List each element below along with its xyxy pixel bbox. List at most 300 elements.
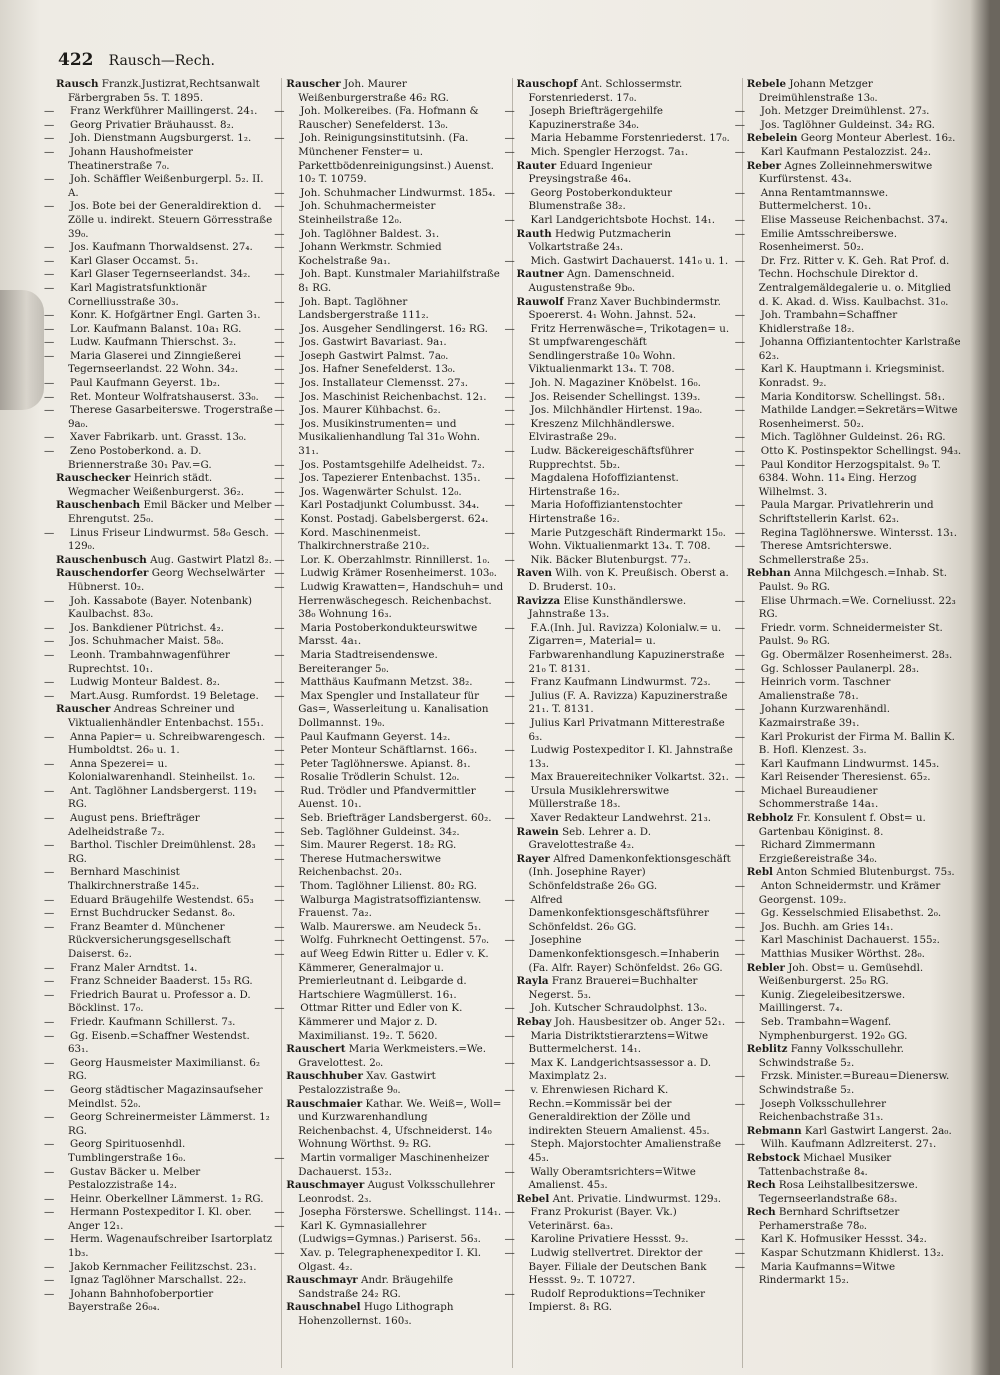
continuation-dash: — xyxy=(274,377,285,390)
directory-entry xyxy=(734,934,964,948)
continuation-dash: — xyxy=(734,920,746,933)
directory-entry xyxy=(44,268,273,282)
entry-text: Georg städtischer Magazinsaufseher Meindlst. 52₀. xyxy=(68,1083,263,1110)
directory-entry xyxy=(734,730,964,758)
entry-text: Wilh. Kaufmann Adlzreiterst. 27₁. xyxy=(760,1138,937,1151)
entry-text: Wilh. von K. Preußisch. Oberst a. D. Bruderst. 10₃. xyxy=(528,567,729,593)
directory-entry xyxy=(504,621,734,676)
entry-text: Max Spengler und Installateur für Gas=, Wasserleitung u. Kanalisation Dollmannst. 19₀. xyxy=(298,689,489,729)
continuation-dash: — xyxy=(734,662,746,675)
directory-entry xyxy=(734,540,964,567)
continuation-dash: — xyxy=(44,309,55,322)
continuation-dash: — xyxy=(504,417,515,430)
continuation-dash: — xyxy=(44,988,55,1001)
continuation-dash: — xyxy=(734,540,746,553)
entry-text: Franz Schneider Baaderst. 15₃ RG. xyxy=(70,975,253,988)
entry-text: Kathar. We. Weiß=, Woll= und Kurzwarenhandlung Reichenbachst. 4, Ufschneiderst. 14₀ Wohnung Wörthst. 9₂ RG. xyxy=(298,1097,502,1151)
entry-surname: Rauth xyxy=(516,227,552,240)
entry-text: Jos. Postamtsgehilfe Adelheidst. 7₂. xyxy=(300,458,485,471)
directory-entry xyxy=(44,961,273,976)
directory-entry xyxy=(56,472,273,499)
entry-text: Seb. Lehrer a. D. Gravelottestraße 4₂. xyxy=(528,825,651,852)
entry-surname: Rauschenbusch xyxy=(56,553,147,566)
entry-text: Paul Kaufmann Geyerst. 14₂. xyxy=(300,730,451,743)
directory-entry xyxy=(44,1260,273,1275)
entry-text: Franz Maler Arndtst. 1₄. xyxy=(70,961,198,974)
continuation-dash: — xyxy=(504,390,515,403)
entry-surname: Rebstock xyxy=(746,1151,800,1164)
entry-text: Aug. Gastwirt Platzl 8₂. xyxy=(150,553,272,566)
entry-text: Maria Kaufmanns=Witwe Rindermarkt 15₂. xyxy=(758,1260,896,1287)
directory-entry xyxy=(746,1124,964,1139)
entry-text: Joh. Dienstmann Augsburgerst. 1₂. xyxy=(70,132,252,145)
continuation-dash: — xyxy=(734,594,746,607)
continuation-dash: — xyxy=(504,1165,515,1178)
directory-entry xyxy=(734,526,964,541)
continuation-dash: — xyxy=(44,689,55,702)
column-3 xyxy=(504,78,734,1368)
directory-entry xyxy=(274,553,503,568)
directory-entry xyxy=(274,1206,503,1220)
directory-entry xyxy=(274,390,503,405)
directory-entry xyxy=(274,839,503,853)
continuation-dash: — xyxy=(44,812,55,825)
continuation-dash: — xyxy=(504,621,515,634)
entry-text: Maria Werkmeisters.=We. Gravelottest. 2₀. xyxy=(298,1043,486,1069)
continuation-dash: — xyxy=(274,1219,285,1232)
directory-entry xyxy=(734,336,964,363)
entry-text: Marie Putzgeschäft Rindermarkt 15₀. Wohn. Viktualienmarkt 13₄. T. 708. xyxy=(528,526,726,553)
entry-text: v. Ehrenwiesen Richard K. Rechn.=Kommissär bei der Generaldirektion der Zölle und indirekten Steuern Amalienst. 45₃. xyxy=(528,1083,710,1137)
directory-entry xyxy=(274,1002,503,1043)
directory-entry xyxy=(504,1029,734,1057)
continuation-dash: — xyxy=(44,322,55,335)
entry-text: Gustav Bäcker u. Melber Pestalozzistraße 14₂. xyxy=(68,1165,201,1192)
directory-entry xyxy=(44,975,273,989)
directory-entry xyxy=(734,920,964,935)
entry-text: Karl K. Hofmusiker Hessst. 34₂. xyxy=(760,1233,927,1246)
continuation-dash: — xyxy=(274,1151,285,1164)
directory-entry xyxy=(516,975,734,1002)
directory-entry xyxy=(44,254,273,269)
continuation-dash: — xyxy=(44,1015,55,1028)
directory-entry xyxy=(286,1097,503,1152)
entry-text: Karl Gastwirt Langerst. 2a₀. xyxy=(804,1124,952,1137)
directory-entry xyxy=(274,621,503,649)
continuation-dash: — xyxy=(274,744,285,757)
directory-entry xyxy=(516,268,734,295)
continuation-dash: — xyxy=(734,363,746,376)
entry-text: Kunig. Ziegeleibesitzerswe. Maillingerst. 7₄. xyxy=(758,988,906,1015)
continuation-dash: — xyxy=(44,336,55,349)
directory-entry xyxy=(504,417,734,445)
directory-entry xyxy=(734,1260,964,1288)
entry-text: Jos. Taglöhner Guldeinst. 34₂ RG. xyxy=(760,118,935,131)
directory-entry xyxy=(504,676,734,690)
entry-text: Jos. Ausgeher Sendlingerst. 16₂ RG. xyxy=(300,322,488,335)
continuation-dash: — xyxy=(274,893,285,906)
entry-text: Ludwig Postexpeditor I. Kl. Jahnstraße 13₃. xyxy=(528,744,733,770)
entry-surname: Rauschecker xyxy=(56,472,131,485)
entry-text: Karl Kaufmann Pestalozzist. 24₂. xyxy=(760,145,932,158)
continuation-dash: — xyxy=(504,1247,515,1260)
directory-entry xyxy=(274,948,503,1002)
directory-entry xyxy=(274,105,503,132)
directory-entry xyxy=(734,227,964,255)
continuation-dash: — xyxy=(44,404,55,417)
entry-text: Franz Beamter d. Münchener Rückversicherungsgesellschaft Daiserst. 6₂. xyxy=(68,920,231,960)
continuation-dash: — xyxy=(274,689,285,702)
continuation-dash: — xyxy=(504,1056,515,1069)
directory-entry xyxy=(734,988,964,1016)
continuation-dash: — xyxy=(44,105,55,118)
directory-entry xyxy=(504,784,734,812)
continuation-dash: — xyxy=(734,907,746,920)
directory-entry xyxy=(274,404,503,418)
entry-text: Xav. Gastwirt Pestalozzistraße 9₀. xyxy=(298,1070,436,1096)
directory-entry xyxy=(44,322,273,337)
continuation-dash: — xyxy=(734,934,746,947)
entry-text: Wally Oberamtsrichters=Witwe Amalienst. 45₃. xyxy=(528,1165,696,1192)
continuation-dash: — xyxy=(734,784,746,797)
entry-text: Elise Kunsthändlerswe. Jahnstraße 13₃. xyxy=(528,594,687,621)
directory-entry xyxy=(504,445,734,472)
entry-text: Xaver Redakteur Landwehrst. 21₃. xyxy=(530,812,712,825)
entry-surname: Ravizza xyxy=(516,594,561,607)
directory-entry xyxy=(44,757,273,785)
continuation-dash: — xyxy=(504,784,515,797)
directory-entry xyxy=(516,567,734,594)
continuation-dash: — xyxy=(734,703,746,716)
entry-text: Michael Bureaudiener Schommerstraße 14a₁. xyxy=(758,784,879,811)
continuation-dash: — xyxy=(44,866,55,879)
entry-text: Rosa Leihstallbesitzerswe. Tegernseerlandstraße 68₃. xyxy=(758,1179,918,1205)
continuation-dash: — xyxy=(274,1002,285,1015)
entry-text: Otto K. Postinspektor Schellingst. 94₃. xyxy=(760,445,962,458)
entry-text: Michael Musiker Tattenbachstraße 8₄. xyxy=(758,1151,892,1178)
directory-entry xyxy=(746,866,964,880)
directory-entry xyxy=(44,1056,273,1084)
continuation-dash: — xyxy=(504,377,515,390)
entry-text: Seb. Trambahn=Wagenf. Nymphenburgerst. 192₀ GG. xyxy=(758,1015,908,1042)
continuation-dash: — xyxy=(274,513,285,525)
directory-entry xyxy=(734,1070,964,1097)
entry-text: August Volksschullehrer Leonrodst. 2₃. xyxy=(298,1179,495,1205)
entry-text: Jos. Gastwirt Bavariast. 9a₁. xyxy=(300,336,447,349)
continuation-dash: — xyxy=(44,1192,55,1205)
directory-entry xyxy=(734,648,964,663)
directory-entry xyxy=(504,132,734,146)
directory-entry xyxy=(746,1179,964,1206)
entry-text: Franz Prokurist (Bayer. Vk.) Veterinärst. 6a₃. xyxy=(528,1206,677,1232)
directory-entry xyxy=(504,499,734,526)
directory-entry xyxy=(734,1138,964,1152)
continuation-dash: — xyxy=(44,526,55,539)
continuation-dash: — xyxy=(734,105,746,118)
directory-entry xyxy=(734,1097,964,1125)
entry-text: Ant. Schlossermstr. Forstenriederst. 17₀. xyxy=(528,78,683,104)
continuation-dash: — xyxy=(274,241,285,254)
entry-text: Julius (F. A. Ravizza) Kapuzinerstraße 21₁. T. 8131. xyxy=(528,689,728,716)
directory-entry xyxy=(516,594,734,622)
continuation-dash: — xyxy=(44,200,55,213)
entry-text: Joh. Reinigungsinstitutsinh. (Fa. Münchener Fenster= u. Parkettbödenreinigungsinst.) Auenst. 10₂ T. 10759. xyxy=(298,132,494,186)
entry-text: Alfred Damenkonfektionsgeschäftsführer Schönfeldst. 26₀ GG. xyxy=(528,893,709,933)
continuation-dash: — xyxy=(44,1083,55,1096)
entry-surname: Rauschmayer xyxy=(286,1179,365,1192)
continuation-dash: — xyxy=(44,431,55,444)
entry-surname: Rauschendorfer xyxy=(56,567,149,580)
entry-surname: Rayer xyxy=(516,852,550,865)
directory-entry xyxy=(734,757,964,772)
continuation-dash: — xyxy=(44,757,55,770)
entry-text: Andr. Bräugehilfe Sandstraße 24₂ RG. xyxy=(298,1274,454,1300)
continuation-dash: — xyxy=(504,132,515,145)
continuation-dash: — xyxy=(734,118,746,131)
entry-text: Joh. Taglöhner Baldest. 3₁. xyxy=(300,227,440,240)
continuation-dash: — xyxy=(274,295,285,308)
continuation-dash: — xyxy=(504,445,515,458)
continuation-dash: — xyxy=(504,254,515,267)
entry-surname: Rauscher xyxy=(56,703,111,716)
continuation-dash: — xyxy=(504,213,515,226)
entry-surname: Rauschmaier xyxy=(286,1097,363,1110)
entry-text: Ludwig stellvertret. Direktor der Bayer. Filiale der Deutschen Bank Hessst. 9₂. T. 10727. xyxy=(528,1247,707,1287)
directory-entry xyxy=(44,839,273,866)
entry-text: Alfred Damenkonfektionsgeschäft (Inh. Josephine Rayer) Schönfeldstraße 26₀ GG. xyxy=(528,852,731,893)
continuation-dash: — xyxy=(504,499,515,512)
entry-text: Joh. Hausbesitzer ob. Anger 52₁. xyxy=(554,1015,726,1028)
directory-entry xyxy=(286,1301,503,1328)
continuation-dash: — xyxy=(44,1233,55,1246)
entry-text: Mich. Taglöhner Guldeinst. 26₁ RG. xyxy=(760,431,946,444)
continuation-dash: — xyxy=(44,961,55,974)
directory-entry xyxy=(274,648,503,676)
entry-text: Joh. Obst= u. Gemüsehdl. Weißenburgerst. 25₀ RG. xyxy=(758,961,924,988)
continuation-dash: — xyxy=(504,1083,515,1096)
continuation-dash: — xyxy=(44,907,55,920)
entry-text: Johann Werkmstr. Schmied Kochelstraße 9a₁. xyxy=(298,241,442,267)
directory-entry xyxy=(44,676,273,690)
continuation-dash: — xyxy=(734,404,746,417)
continuation-dash: — xyxy=(44,1056,55,1069)
continuation-dash: — xyxy=(734,309,746,322)
continuation-dash: — xyxy=(504,934,515,947)
continuation-dash: — xyxy=(44,594,55,607)
continuation-dash: — xyxy=(734,1233,746,1246)
continuation-dash: — xyxy=(274,227,285,240)
directory-entry xyxy=(734,404,964,431)
continuation-dash: — xyxy=(44,893,55,906)
continuation-dash: — xyxy=(274,200,285,213)
entry-text: Jos. Schuhmacher Maist. 58₀. xyxy=(70,635,224,648)
entry-surname: Rauschnabel xyxy=(286,1301,361,1314)
entry-text: Hermann Postexpeditor I. Kl. ober. Anger 12₁. xyxy=(68,1206,252,1232)
continuation-dash: — xyxy=(274,458,285,471)
directory-entry xyxy=(274,771,503,785)
directory-entry xyxy=(44,893,273,908)
entry-text: Johanna Offiziantentochter Karlstraße 62₃. xyxy=(758,336,961,362)
continuation-dash: — xyxy=(734,445,746,458)
continuation-dash: — xyxy=(734,1070,746,1083)
entry-text: Richard Zimmermann Erzgießereistraße 34₀. xyxy=(758,839,878,865)
continuation-dash: — xyxy=(734,757,746,770)
entry-text: Ernst Buchdrucker Sedanst. 8₀. xyxy=(70,907,236,920)
continuation-dash: — xyxy=(734,1260,746,1273)
continuation-dash: — xyxy=(44,281,55,294)
directory-entry xyxy=(274,744,503,758)
directory-entry xyxy=(44,390,273,405)
entry-text: Max Brauereitechniker Volkartst. 32₁. xyxy=(530,771,729,784)
continuation-dash: — xyxy=(274,186,285,199)
directory-entry xyxy=(44,200,273,241)
entry-text: Georg Schreinermeister Lämmerst. 1₂ RG. xyxy=(68,1111,270,1137)
directory-entry xyxy=(734,784,964,812)
entry-text: Friedrich Baurat u. Professor a. D. Böcklinst. 17₀. xyxy=(68,988,251,1015)
binder-ring-shadow xyxy=(0,290,44,410)
entry-text: Matthias Musiker Wörthst. 28₀. xyxy=(760,948,925,960)
directory-entry xyxy=(44,1029,273,1057)
column-2 xyxy=(274,78,504,1368)
directory-entry xyxy=(504,1287,734,1315)
entry-text: Max K. Landgerichtsassessor a. D. Maximplatz 2₃. xyxy=(528,1056,712,1083)
entry-text: Jos. Buchh. am Gries 14₁. xyxy=(760,920,894,933)
directory-entry xyxy=(274,241,503,268)
continuation-dash: — xyxy=(734,186,746,199)
entry-text: Jos. Maurer Kühbachst. 6₂. xyxy=(300,404,441,417)
entry-text: Anna Milchgesch.=Inhab. St. Paulst. 9₀ RG. xyxy=(758,567,947,593)
continuation-dash: — xyxy=(734,1097,746,1110)
directory-entry xyxy=(504,771,734,785)
directory-entry xyxy=(504,186,734,214)
directory-entry xyxy=(274,689,503,731)
column-4 xyxy=(734,78,964,1368)
continuation-dash: — xyxy=(44,390,55,403)
continuation-dash: — xyxy=(504,186,515,199)
continuation-dash: — xyxy=(274,336,285,349)
directory-entry xyxy=(44,730,273,758)
continuation-dash: — xyxy=(44,920,55,933)
entry-surname: Rauschopf xyxy=(516,78,578,90)
directory-entry xyxy=(504,689,734,717)
entry-text: Jos. Hafner Senefelderst. 13₀. xyxy=(300,363,456,376)
directory-entry xyxy=(504,744,734,771)
entry-text: Joh. Metzger Dreimühlenst. 27₃. xyxy=(760,105,930,118)
entry-text: Regina Taglöhnerswe. Wintersst. 13₁. xyxy=(760,526,958,539)
entry-text: August pens. Briefträger Adelheidstraße 7₂. xyxy=(68,812,200,838)
continuation-dash: — xyxy=(274,839,285,852)
directory-entry xyxy=(274,812,503,826)
continuation-dash: — xyxy=(504,689,515,702)
entry-text: Franz Xaver Buchbindermstr. Spoererst. 4₁ Wohn. Jahnst. 52₄. xyxy=(528,295,721,322)
directory-entry xyxy=(734,839,964,866)
directory-entry xyxy=(746,78,964,105)
entry-text: Rosalie Trödlerin Schulst. 12₀. xyxy=(300,771,460,784)
directory-entry xyxy=(734,213,964,228)
continuation-dash: — xyxy=(734,526,746,539)
entry-text: Rudolf Reproduktions=Techniker Impierst. 8₁ RG. xyxy=(528,1287,705,1314)
entry-text: Joseph Briefträgergehilfe Kapuzinerstraße 34₀. xyxy=(528,105,664,131)
directory-entry xyxy=(274,893,503,921)
directory-entry xyxy=(734,907,964,921)
directory-entry xyxy=(504,1083,734,1138)
entry-text: Friedr. Kaufmann Schillerst. 7₃. xyxy=(70,1015,236,1028)
entry-text: Jos. Reisender Schellingst. 139₃. xyxy=(530,390,701,403)
entry-text: Heinr. Oberkellner Lämmerst. 1₂ RG. xyxy=(70,1192,264,1205)
continuation-dash: — xyxy=(44,241,55,254)
directory-entry xyxy=(274,880,503,894)
entry-text: Ottmar Ritter und Edler von K. Kämmerer und Major z. D. Maximilianst. 19₂. T. 5620. xyxy=(298,1002,463,1042)
entry-text: Maria Hofoffiziantenstochter Hirtenstraße 16₂. xyxy=(528,499,683,525)
directory-entry xyxy=(734,458,964,500)
entry-text: Anna Rentamtmannswe. Buttermelcherst. 10₁. xyxy=(758,186,889,213)
directory-entry xyxy=(44,1165,273,1193)
entry-text: Johann Metzger Dreimühlenstraße 13₀. xyxy=(758,78,878,104)
continuation-dash: — xyxy=(274,390,285,403)
entry-text: Kaspar Schutzmann Khidlerst. 13₂. xyxy=(760,1247,944,1260)
directory-entry xyxy=(734,431,964,445)
continuation-dash: — xyxy=(44,1274,55,1287)
entry-text: Gg. Obermälzer Rosenheimerst. 28₃. xyxy=(760,648,953,661)
directory-entry xyxy=(274,349,503,364)
directory-entry xyxy=(44,1083,273,1111)
continuation-dash: — xyxy=(504,893,515,906)
entry-text: Joh. Schäffler Weißenburgerpl. 5₂. II. A. xyxy=(68,173,264,199)
directory-entry xyxy=(516,852,734,894)
entry-text: Georg Spirituosenhdl. Tumblingerstraße 16₀. xyxy=(68,1138,186,1164)
directory-entry xyxy=(734,445,964,459)
entry-surname: Rebel xyxy=(516,1192,550,1205)
directory-entry xyxy=(44,621,273,636)
entry-text: Georg Postoberkondukteur Blumenstraße 38₂. xyxy=(528,186,673,213)
entry-text: Georg Monteur Aberlest. 16₂. xyxy=(800,132,956,145)
entry-text: Fanny Volksschullehr. Schwindstraße 5₂. xyxy=(758,1043,904,1069)
directory-entry xyxy=(734,1247,964,1261)
entry-text: Gg. Kesselschmied Elisabethst. 2₀. xyxy=(760,907,942,920)
directory-entry xyxy=(274,513,503,527)
continuation-dash: — xyxy=(734,988,746,1001)
entry-text: Ludwig Monteur Baldest. 8₂. xyxy=(70,676,221,689)
directory-entry xyxy=(504,254,734,269)
continuation-dash: — xyxy=(274,648,285,661)
entry-surname: Rauschmayr xyxy=(286,1274,358,1287)
continuation-dash: — xyxy=(504,771,515,784)
entry-text: Therese Gasarbeiterswe. Trogerstraße 9a₀. xyxy=(68,404,273,430)
continuation-dash: — xyxy=(274,1247,285,1260)
directory-entry xyxy=(746,567,964,594)
directory-entry xyxy=(516,295,734,323)
continuation-dash: — xyxy=(734,458,746,471)
continuation-dash: — xyxy=(504,676,515,689)
directory-columns xyxy=(44,78,964,1368)
continuation-dash: — xyxy=(44,254,55,267)
entry-text: Hugo Lithograph Hohenzollernst. 160₃. xyxy=(298,1301,454,1328)
entry-text: Jos. Milchhändler Hirtenst. 19a₀. xyxy=(530,404,703,417)
entry-text: Agnes Zolleinnehmerswitwe Kurfürstenst. 43₄. xyxy=(758,159,933,186)
directory-entry xyxy=(44,1111,273,1138)
directory-entry xyxy=(504,934,734,975)
directory-entry xyxy=(274,417,503,459)
continuation-dash: — xyxy=(44,377,55,390)
entry-text: Zeno Postoberkond. a. D. Briennerstraße 30₁ Pav.=G. xyxy=(68,445,212,471)
entry-text: F.A.(Inh. Jul. Ravizza) Kolonialw.= u. Zigarren=, Material= u. Farbwarenhandlung Kapuzinerstraße 21₀ T. 8131. xyxy=(528,621,725,675)
directory-entry xyxy=(504,145,734,160)
directory-entry xyxy=(56,553,273,568)
directory-entry xyxy=(504,1247,734,1288)
directory-entry xyxy=(286,1179,503,1206)
entry-text: Anton Schneidermstr. und Krämer Georgenst. 109₂. xyxy=(758,880,941,906)
entry-text: Hedwig Putzmacherin Volkartstraße 24₃. xyxy=(528,227,671,254)
